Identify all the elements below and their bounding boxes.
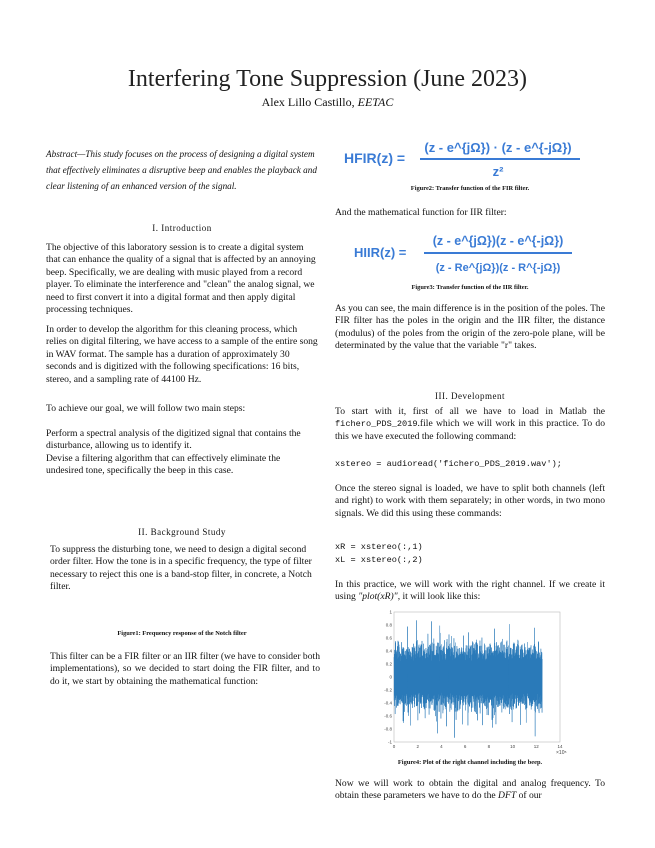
y-tick-label: -0.2 [384,687,392,693]
y-tick-label: -0.8 [384,726,392,732]
development-heading: III. Development [435,391,505,401]
dev-p4-start: Now we will work to obtain the digital and analog frequency. To obtain these parameters we have to do the [335,778,605,802]
development-paragraph-1 [335,406,605,443]
fir-eq-label: HFIR(z) = [344,150,406,166]
comparison-paragraph: As you can see, the main difference is in the position of the poles. The FIR filter has the poles in the origin and the IIR filter, the distance (modulus) of the poles from the origin of the zero-pole plane, will be determinated by the value that the variable "r" takes. [335,303,605,352]
y-tick-label: 0.2 [385,661,392,667]
y-tick-label: -0.4 [384,700,392,706]
iir-eq-label: HIIR(z) = [354,245,407,260]
author-name: Alex Lillo Castillo, [261,95,355,109]
dev-p3-end: , it will look like this: [397,591,481,603]
intro-heading: I. Introduction [152,223,212,233]
intro-paragraph-2: In order to develop the algorithm for this cleaning process, which relies on digital filtering, we have access to a sample of the entire song in WAV format. The sample has a duration of approximately 30 seconds and is digitized with the following specifications: 16 bits, stereo, and a sampling rate of 44100 Hz. [46,324,318,385]
dev-p4-dft: DFT [498,790,517,802]
figure4-caption: Figure4: Plot of the right channel including the beep. [397,759,543,766]
intro-step-2: Devise a filtering algorithm that can effectively eliminate the undesired tone, specifically the beep in this case. [46,453,281,477]
dev-p4-end: of our [516,790,542,802]
intro-step-1: Perform a spectral analysis of the digitized signal that contains the disturbance, allowing us to identify it. [46,428,301,452]
x-tick-label: 6 [463,744,467,749]
dev-p3-start: In this practice, we will work with the right channel. If we create it using [335,579,605,603]
x-tick-label: 4 [440,744,443,749]
x-tick-label: 14 [557,744,563,749]
figure3-caption: Figure3: Transfer function of the IIR filter. [411,284,529,291]
dev-p3-command: "plot(xR)" [358,591,398,603]
x-tick-label: 12 [533,744,539,749]
y-tick-label: 0.4 [385,648,392,654]
x-tick-label: 0 [392,744,396,749]
x-tick-label: 2 [416,744,419,749]
background-paragraph-1: To suppress the disturbing tone, we need to design a digital second order filter. How the tone is in a specific frequency, the type of filter necessary to reject this one is a band-stop filter, in concrete, a Notch filter. [50,544,312,593]
y-axis-ticks [384,610,392,745]
figure1-caption: Figure1: Frequency response of the Notch filter [117,630,247,637]
code-audioread: xstereo = audioread('fichero_PDS_2019.wav'); [335,459,562,469]
y-tick-label: 0.6 [385,635,392,641]
dev-p1-filename: fichero_PDS_2019 [335,419,418,430]
fir-eq-denominator: z² [492,164,504,179]
iir-intro-text: And the mathematical function for IIR filter: [335,207,507,218]
iir-eq-numerator: (z - e^{jΩ})(z - e^{-jΩ}) [432,234,564,248]
y-tick-label: 0 [389,674,392,680]
development-paragraph-4 [335,778,605,803]
fir-equation [338,134,603,180]
signal-plot [370,608,570,756]
background-paragraph-2: This filter can be a FIR filter or an IIR filter (we have to consider both implementations), so we decided to start doing the FIR filter, and to do it, we start by obtaining the mathematical function: [50,651,320,687]
y-tick-label: 0.8 [385,622,392,628]
iir-equation-graphic [350,226,605,278]
iir-eq-denominator: (z - Re^{jΩ})(z - R^{-jΩ}) [435,262,561,274]
x-tick-label: 8 [487,744,491,749]
abstract: Abstract—This study focuses on the process of designing a digital system that effectively eliminates a disruptive beep and enables the playback and clear listening of an enhanced version of the signal. [46,149,317,191]
y-tick-label: 1 [389,609,392,615]
dev-p1-start: To start with it, first of all we have to load in Matlab the [335,406,605,417]
x-tick-label: 10 [510,744,516,749]
intro-paragraph-3: To achieve our goal, we will follow two main steps: [46,403,246,414]
x-axis-exponent: ×10⁵ [556,750,567,756]
code-right-channel: xR = xstereo(:,1) [335,542,423,552]
code-left-channel: xL = xstereo(:,2) [335,555,423,565]
fir-equation-graphic [338,134,603,180]
paper-title: Interfering Tone Suppression (June 2023) [127,66,528,92]
y-tick-label: -0.6 [384,713,392,719]
fir-eq-numerator: (z - e^{jΩ}) · (z - e^{-jΩ}) [424,140,572,155]
figure2-caption: Figure2: Transfer function of the FIR filter. [410,185,530,192]
background-heading: II. Background Study [138,527,226,537]
y-tick-label: -1 [387,739,392,745]
author-affiliation: EETAC [357,95,394,109]
iir-equation [350,226,605,278]
dev-p1-end: .file which we will work in this practice. To do this we have executed the following command: [335,418,605,442]
author-line [0,95,655,110]
figure4-plot [370,608,570,756]
development-paragraph-3 [335,579,605,604]
x-axis-ticks [393,744,563,749]
development-paragraph-2: Once the stereo signal is loaded, we have to split both channels (left and right) to work with them separately; in other words, in two mono signals. We did this using these commands: [335,483,605,519]
intro-paragraph-1: The objective of this laboratory session is to create a digital system that can enhance the quality of a signal that is affected by an annoying beep. Specifically, we are dealing with music played from a record player. To eliminate the interference and "clean" the analog signal, we need to first convert it into a digital format and then apply digital processing techniques. [46,242,316,316]
